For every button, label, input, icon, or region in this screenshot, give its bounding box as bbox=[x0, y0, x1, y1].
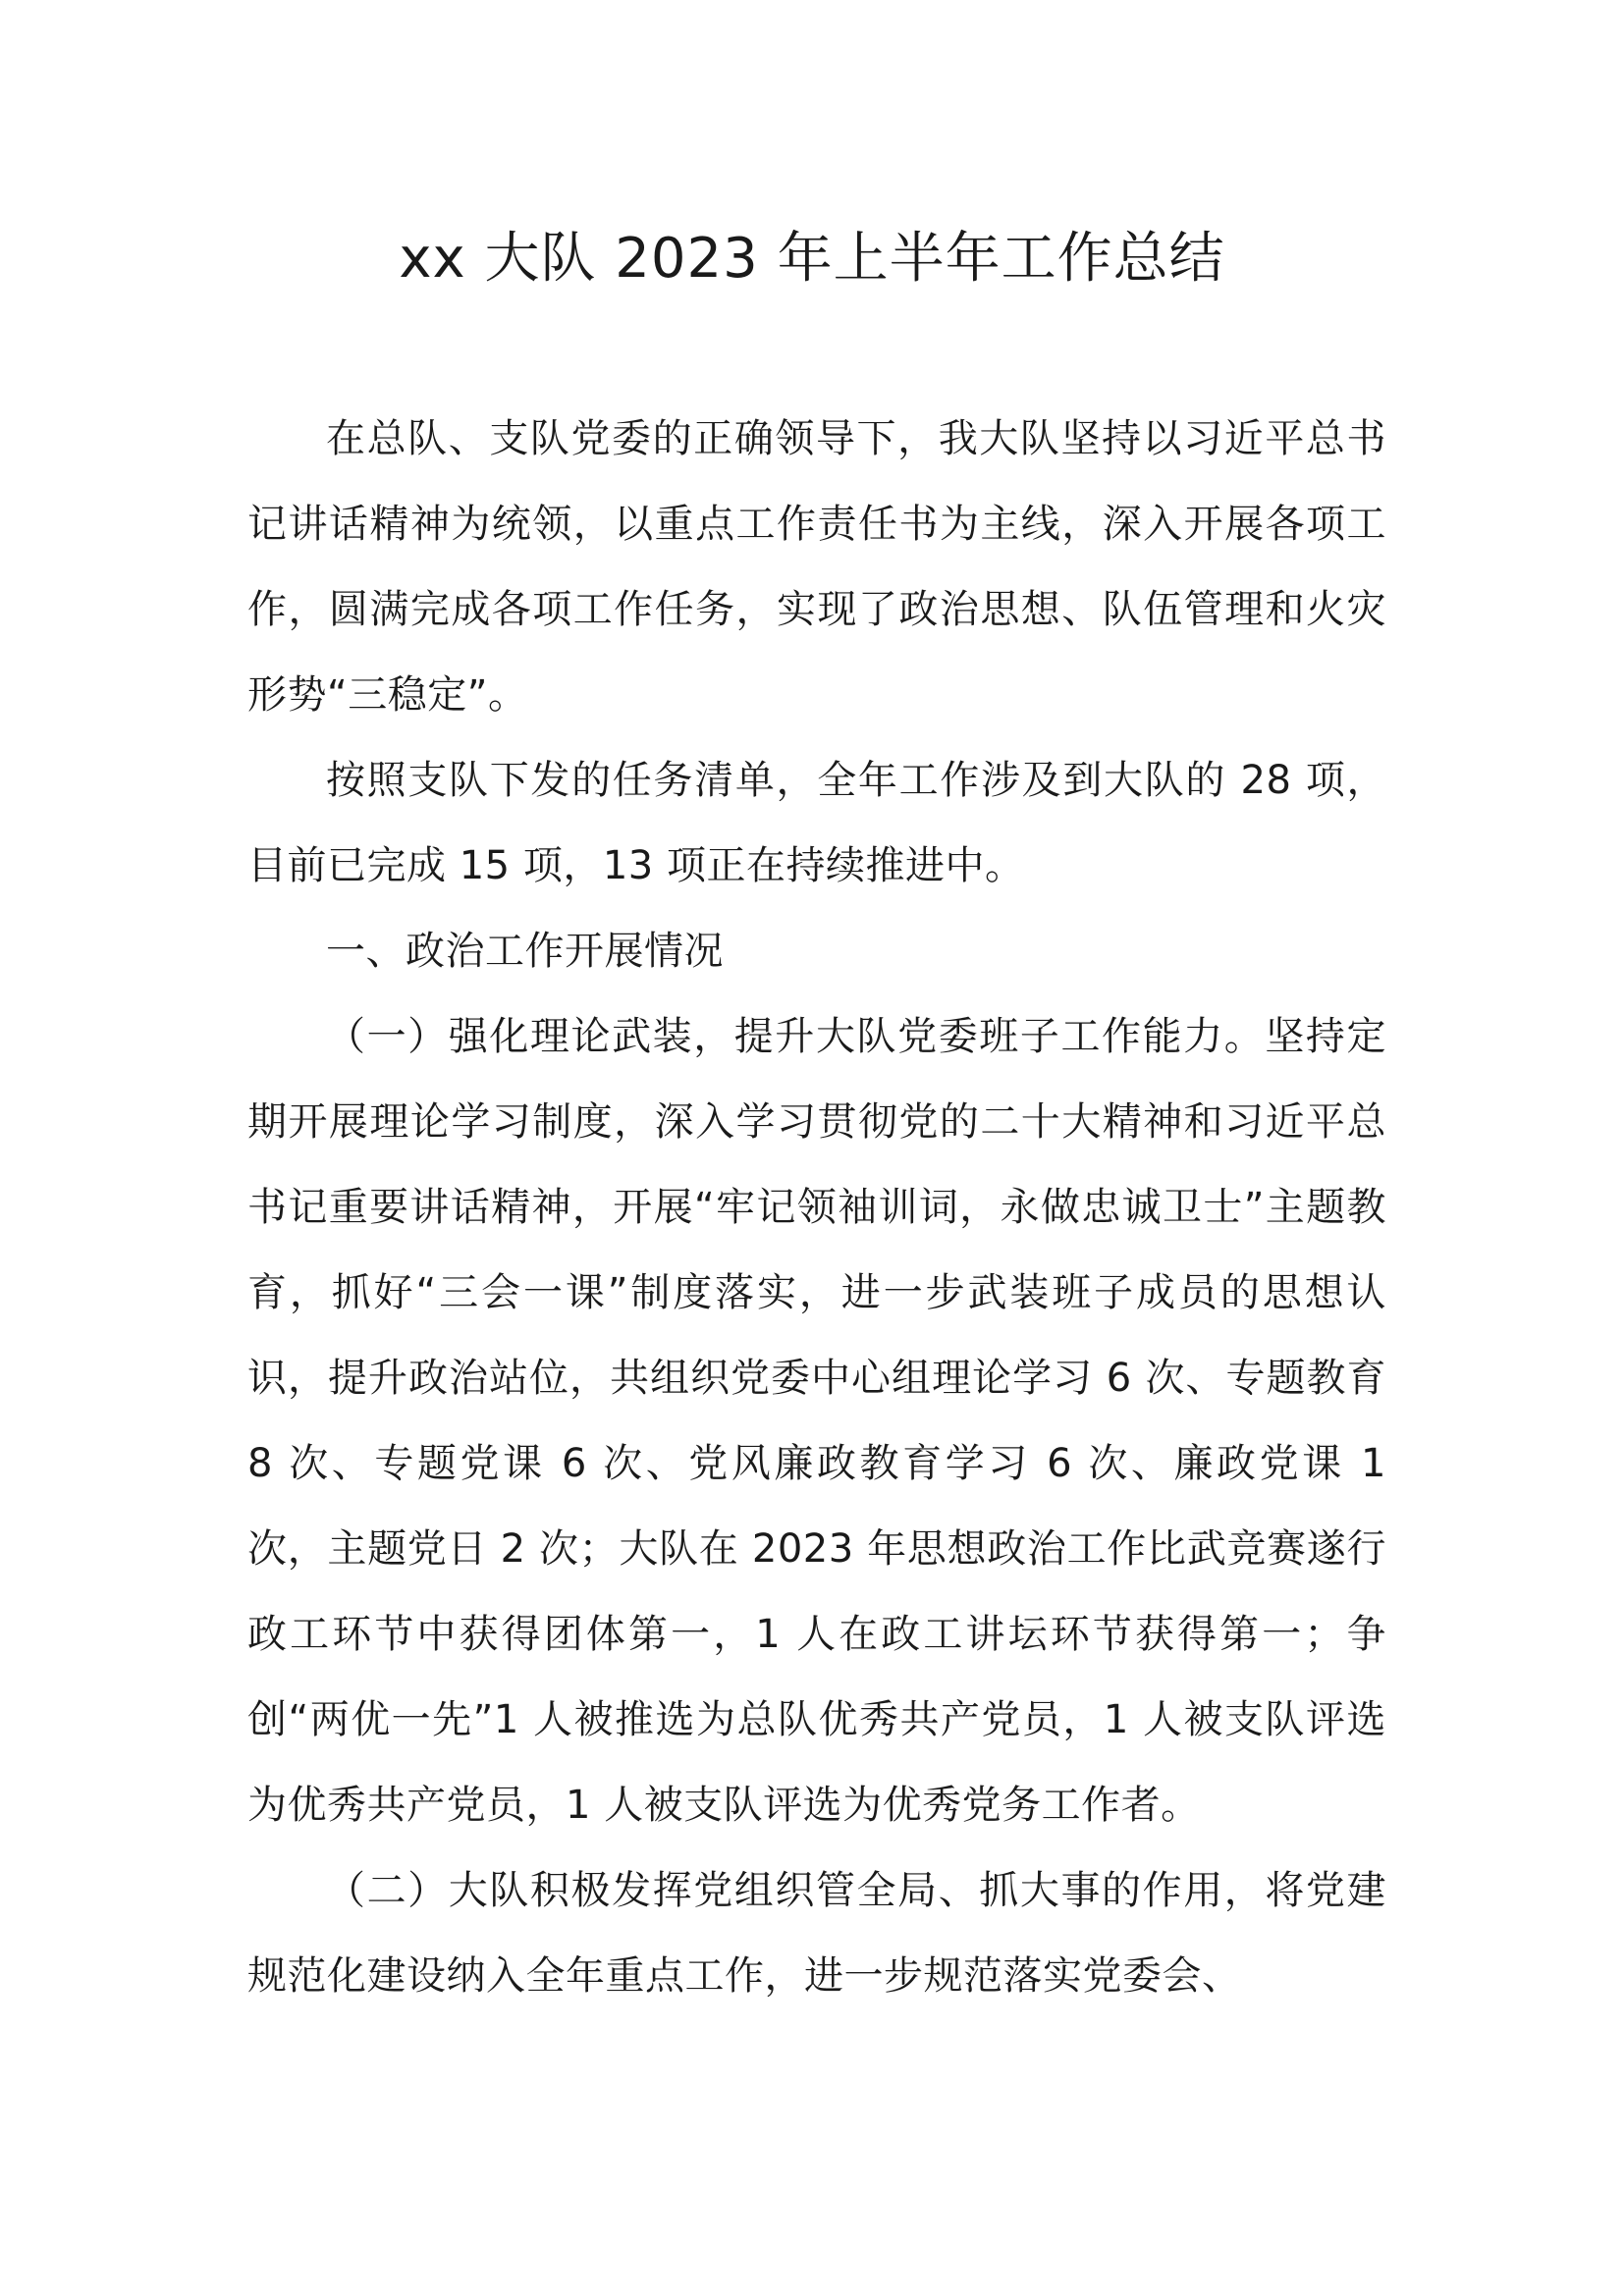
subsection-1-paragraph bbox=[247, 994, 1386, 1848]
intro-paragraph: 在总队、支队党委的正确领导下，我大队坚持以习近平总书记讲话精神为统领，以重点工作责任书为主线，深入开展各项工作，圆满完成各项工作任务，实现了政治思想、队伍管理和火灾形势“三稳定”。 bbox=[247, 416, 1386, 718]
document-body bbox=[247, 397, 1386, 2019]
subsection-2-paragraph bbox=[247, 1848, 1386, 2019]
subsection-2-label: （二） bbox=[326, 1868, 449, 1913]
task-summary-paragraph: 按照支队下发的任务清单，全年工作涉及到大队的 28 项，目前已完成 15 项，13 项正在持续推进中。 bbox=[247, 758, 1386, 888]
subsection-1-text: 强化理论武装，提升大队党委班子工作能力。坚持定期开展理论学习制度，深入学习贯彻党的二十大精神和习近平总书记重要讲话精神，开展“牢记领袖训词，永做忠诚卫士”主题教育，抓好“三会一课”制度落实，进一步武装班子成员的思想认识，提升政治站位，共组织党委中心组理论学习 6 次、专题教育 8 次、专题党课 6 次、党风廉政教育学习 6 次、廉政党课 1 次，主题党日 2 次；大队在 2023 年思想政治工作比武竞赛遂行政工环节中获得团体第一，1 人在政工讲坛环节获得第一；争创“两优一先”1 人被推选为总队优秀共产党员，1 人被支队评选为优秀共产党员，1 人被支队评选为优秀党务工作者。 bbox=[247, 1014, 1387, 1828]
subsection-1-label: （一） bbox=[326, 1014, 449, 1059]
subsection-2-text: 大队积极发挥党组织管全局、抓大事的作用，将党建规范化建设纳入全年重点工作，进一步规范落实党委会、 bbox=[247, 1868, 1387, 1999]
section-heading-political-work: 一、政治工作开展情况 bbox=[326, 929, 724, 974]
document-title: xx 大队 2023 年上半年工作总结 bbox=[399, 227, 1225, 291]
